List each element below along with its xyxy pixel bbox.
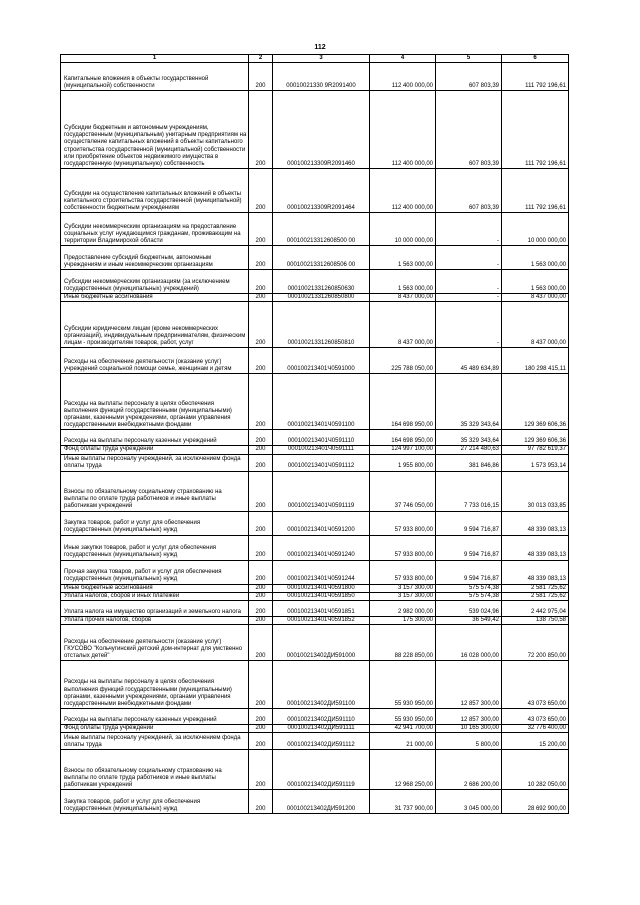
table-row [61, 725, 569, 733]
table-row [61, 213, 569, 246]
row-line-code: 200 [249, 91, 273, 169]
budget-table [60, 54, 569, 814]
row-executed-amount: 9 594 716,87 [436, 511, 502, 535]
row-unexecuted-amount: 48 339 083,13 [502, 511, 569, 535]
row-approved-amount: 164 698 950,00 [370, 430, 436, 446]
table-row [61, 709, 569, 725]
row-approved-amount: 1 563 000,00 [370, 270, 436, 294]
row-classification-code: 000100213312608506 00 [273, 246, 370, 270]
row-executed-amount: 12 857 300,00 [436, 709, 502, 725]
row-classification-code: 000100213402ДИ591110 [273, 709, 370, 725]
row-name: Закупка товаров, работ и услуг для обеспечения государственных (муниципальных) нужд [61, 790, 249, 814]
row-executed-amount: 607 803,39 [436, 169, 502, 213]
row-classification-code: 00010021331260850810 [273, 302, 370, 348]
table-row [61, 592, 569, 600]
row-approved-amount: 112 400 000,00 [370, 91, 436, 169]
row-unexecuted-amount: 15 200,00 [502, 733, 569, 750]
row-name: Субсидии юридическим лицам (кроме некоммерческих организаций), индивидуальным предпринимателям, физическим лицам - производителям товаров, работ, услуг [61, 302, 249, 348]
row-executed-amount: 9 594 716,87 [436, 535, 502, 560]
row-name: Иные выплаты персоналу учреждений, за исключением фонда оплаты труда [61, 733, 249, 750]
row-name: Уплата налогов, сборов и иных платежей [61, 592, 249, 600]
row-unexecuted-amount: 28 692 900,00 [502, 790, 569, 814]
row-name: Расходы на обеспечение деятельности (оказание услуг) ГКУСОВО "Кольчугинский детский дом-интернат для умственно отсталых детей" [61, 625, 249, 661]
row-approved-amount: 55 930 950,00 [370, 661, 436, 709]
row-executed-amount: 35 329 343,64 [436, 374, 502, 430]
row-name: Расходы на обеспечение деятельности (оказание услуг) учреждений социальной помощи семье, женщинам и детям [61, 348, 249, 374]
row-approved-amount: 57 933 800,00 [370, 560, 436, 584]
row-classification-code: 000100213309R2091460 [273, 91, 370, 169]
row-executed-amount: - [436, 294, 502, 302]
row-name: Иные бюджетные ассигнования [61, 294, 249, 302]
table-row [61, 446, 569, 454]
row-line-code: 200 [249, 790, 273, 814]
row-line-code: 200 [249, 511, 273, 535]
row-line-code: 200 [249, 709, 273, 725]
row-approved-amount: 8 437 000,00 [370, 302, 436, 348]
row-unexecuted-amount: 138 750,58 [502, 617, 569, 625]
row-executed-amount: 35 329 343,64 [436, 430, 502, 446]
row-unexecuted-amount: 30 013 033,85 [502, 471, 569, 511]
row-executed-amount: 27 214 480,63 [436, 446, 502, 454]
row-approved-amount: 2 982 000,00 [370, 601, 436, 617]
table-row [61, 560, 569, 584]
table-row [61, 601, 569, 617]
row-approved-amount: 21 000,00 [370, 733, 436, 750]
row-name: Фонд оплаты труда учреждений [61, 725, 249, 733]
row-unexecuted-amount: 72 200 850,00 [502, 625, 569, 661]
row-name: Расходы на выплаты персоналу казенных учреждений [61, 430, 249, 446]
row-line-code: 200 [249, 169, 273, 213]
column-header: 1 [61, 55, 249, 63]
row-classification-code: 00010021331260850630 [273, 270, 370, 294]
table-row [61, 790, 569, 814]
row-approved-amount: 88 228 850,00 [370, 625, 436, 661]
table-row [61, 733, 569, 750]
table-row [61, 625, 569, 661]
row-executed-amount: 607 803,39 [436, 63, 502, 91]
row-line-code: 200 [249, 471, 273, 511]
table-row [61, 750, 569, 790]
row-name: Иные закупки товаров, работ и услуг для обеспечения государственных (муниципальных) нужд [61, 535, 249, 560]
row-classification-code: 000100213401Ч0591100 [273, 374, 370, 430]
row-executed-amount: 3 045 000,00 [436, 790, 502, 814]
row-line-code: 200 [249, 592, 273, 600]
row-unexecuted-amount: 10 282 050,00 [502, 750, 569, 790]
row-executed-amount: 7 733 016,15 [436, 471, 502, 511]
row-unexecuted-amount: 43 073 650,00 [502, 709, 569, 725]
row-approved-amount: 112 400 000,00 [370, 63, 436, 91]
row-executed-amount: 539 024,96 [436, 601, 502, 617]
row-line-code: 200 [249, 625, 273, 661]
row-classification-code: 000100213312608500 00 [273, 213, 370, 246]
row-executed-amount: 16 028 000,00 [436, 625, 502, 661]
row-name: Субсидии бюджетным и автономным учреждениям, государственным (муниципальным) унитарным предприятиям на осуществление капитальных вложений в объекты капитального строительства государственной (муниципальной) собственности или приобретение объектов недвижимого имущества в государственную (муниципальную) собственность [61, 91, 249, 169]
page-number: 112 [314, 44, 326, 51]
column-header: 2 [249, 55, 273, 63]
row-name: Субсидии некоммерческим организациям на предоставление социальных услуг нуждающимся гражданам, проживающим на территории Владимирской области [61, 213, 249, 246]
row-line-code: 200 [249, 725, 273, 733]
table-row [61, 348, 569, 374]
row-classification-code: 000100213401Ч0591240 [273, 535, 370, 560]
row-name: Предоставление субсидий бюджетным, автономным учреждениям и иным некоммерческим организациям [61, 246, 249, 270]
row-executed-amount: 575 574,38 [436, 584, 502, 592]
row-name: Капитальные вложения в объекты государственной (муниципальной) собственности [61, 63, 249, 91]
row-unexecuted-amount: 1 573 953,14 [502, 454, 569, 471]
row-name: Иные бюджетные ассигнования [61, 584, 249, 592]
table-row [61, 91, 569, 169]
row-executed-amount: 575 574,38 [436, 592, 502, 600]
row-name: Иные выплаты персоналу учреждений, за исключением фонда оплаты труда [61, 454, 249, 471]
row-line-code: 200 [249, 661, 273, 709]
row-executed-amount: - [436, 270, 502, 294]
row-classification-code: 000100213402ДИ591119 [273, 750, 370, 790]
row-name: Закупка товаров, работ и услуг для обеспечения государственных (муниципальных) нужд [61, 511, 249, 535]
column-number-row [61, 55, 569, 63]
table-row [61, 246, 569, 270]
column-header: 5 [436, 55, 502, 63]
row-executed-amount: 36 549,42 [436, 617, 502, 625]
row-classification-code: 000100213401Ч0591119 [273, 471, 370, 511]
table-row [61, 270, 569, 294]
row-unexecuted-amount: 43 073 650,00 [502, 661, 569, 709]
row-approved-amount: 1 955 800,00 [370, 454, 436, 471]
table-row [61, 374, 569, 430]
row-unexecuted-amount: 97 782 619,37 [502, 446, 569, 454]
row-classification-code: 000100213401Ч0591110 [273, 430, 370, 446]
row-unexecuted-amount: 129 369 606,36 [502, 430, 569, 446]
row-approved-amount: 164 698 950,00 [370, 374, 436, 430]
row-line-code: 200 [249, 535, 273, 560]
row-approved-amount: 8 437 000,00 [370, 294, 436, 302]
row-classification-code: 00010021330 9R2091400 [273, 63, 370, 91]
column-header: 4 [370, 55, 436, 63]
row-line-code: 200 [249, 617, 273, 625]
row-line-code: 200 [249, 733, 273, 750]
row-unexecuted-amount: 32 776 400,00 [502, 725, 569, 733]
table-row [61, 302, 569, 348]
row-executed-amount: - [436, 246, 502, 270]
row-line-code: 200 [249, 63, 273, 91]
row-executed-amount: - [436, 302, 502, 348]
row-classification-code: 000100213401Ч0591851 [273, 601, 370, 617]
row-unexecuted-amount: 129 369 606,36 [502, 374, 569, 430]
row-classification-code: 000100213402ДИ591111 [273, 725, 370, 733]
row-name: Субсидии на осуществление капитальных вложений в объекты капитального строительства государственной (муниципальной) собственности бюджетным учреждениям [61, 169, 249, 213]
table-row [61, 169, 569, 213]
row-approved-amount: 42 941 700,00 [370, 725, 436, 733]
row-approved-amount: 57 933 800,00 [370, 535, 436, 560]
row-line-code: 200 [249, 446, 273, 454]
row-classification-code: 000100213401Ч0591800 [273, 584, 370, 592]
row-approved-amount: 3 157 300,00 [370, 592, 436, 600]
table-row [61, 511, 569, 535]
row-executed-amount: 5 800,00 [436, 733, 502, 750]
row-line-code: 200 [249, 750, 273, 790]
row-approved-amount: 124 997 100,00 [370, 446, 436, 454]
row-approved-amount: 37 746 050,00 [370, 471, 436, 511]
row-line-code: 200 [249, 601, 273, 617]
table-row [61, 471, 569, 511]
row-executed-amount: 607 803,39 [436, 91, 502, 169]
row-line-code: 200 [249, 454, 273, 471]
row-classification-code: 00010021331260850800 [273, 294, 370, 302]
row-name: Расходы на выплаты персоналу в целях обеспечения выполнения функций государственными (муниципальными) органами, казенными учреждениями, органами управления государственными внебюджетными фондами [61, 661, 249, 709]
row-line-code: 200 [249, 584, 273, 592]
row-approved-amount: 1 563 000,00 [370, 246, 436, 270]
row-classification-code: 000100213309R2091464 [273, 169, 370, 213]
table-row [61, 535, 569, 560]
row-line-code: 200 [249, 246, 273, 270]
row-name: Уплата налога на имущество организаций и земельного налога [61, 601, 249, 617]
row-line-code: 200 [249, 374, 273, 430]
row-approved-amount: 225 788 050,00 [370, 348, 436, 374]
row-classification-code: 000100213401Ч0591000 [273, 348, 370, 374]
table-row [61, 63, 569, 91]
row-unexecuted-amount: 2 581 725,62 [502, 584, 569, 592]
table-row [61, 617, 569, 625]
row-unexecuted-amount: 48 339 083,13 [502, 560, 569, 584]
row-classification-code: 000100213402ДИ591112 [273, 733, 370, 750]
row-approved-amount: 112 400 000,00 [370, 169, 436, 213]
row-name: Прочая закупка товаров, работ и услуг для обеспечения государственных (муниципальных) нужд [61, 560, 249, 584]
row-name: Субсидии некоммерческим организациям (за исключением государственных (муниципальных) учреждений) [61, 270, 249, 294]
row-executed-amount: 10 165 300,00 [436, 725, 502, 733]
row-line-code: 200 [249, 294, 273, 302]
row-line-code: 200 [249, 560, 273, 584]
row-classification-code: 000100213402ДИ591000 [273, 625, 370, 661]
row-classification-code: 000100213402ДИ591200 [273, 790, 370, 814]
row-line-code: 200 [249, 302, 273, 348]
table-row [61, 661, 569, 709]
row-unexecuted-amount: 111 792 196,61 [502, 169, 569, 213]
table-row [61, 294, 569, 302]
column-header: 6 [502, 55, 569, 63]
row-classification-code: 000100213401Ч0591244 [273, 560, 370, 584]
row-classification-code: 000100213401Ч0591850 [273, 592, 370, 600]
row-unexecuted-amount: 1 563 000,00 [502, 246, 569, 270]
row-unexecuted-amount: 8 437 000,00 [502, 302, 569, 348]
row-unexecuted-amount: 1 563 000,00 [502, 270, 569, 294]
row-unexecuted-amount: 111 792 196,61 [502, 63, 569, 91]
row-executed-amount: 2 686 200,00 [436, 750, 502, 790]
row-approved-amount: 55 930 950,00 [370, 709, 436, 725]
row-name: Расходы на выплаты персоналу в целях обеспечения выполнения функций государственными (муниципальными) органами, казенными учреждениями, органами управления государственными внебюджетными фондами [61, 374, 249, 430]
row-name: Уплата прочих налогов, сборов [61, 617, 249, 625]
row-approved-amount: 12 968 250,00 [370, 750, 436, 790]
row-approved-amount: 175 300,00 [370, 617, 436, 625]
row-executed-amount: 381 846,86 [436, 454, 502, 471]
table-row [61, 430, 569, 446]
row-unexecuted-amount: 48 339 083,13 [502, 535, 569, 560]
row-line-code: 200 [249, 213, 273, 246]
row-classification-code: 000100213401Ч0591112 [273, 454, 370, 471]
row-classification-code: 000100213401Ч0591852 [273, 617, 370, 625]
row-approved-amount: 10 000 000,00 [370, 213, 436, 246]
row-line-code: 200 [249, 270, 273, 294]
column-header: 3 [273, 55, 370, 63]
row-unexecuted-amount: 111 792 196,61 [502, 91, 569, 169]
row-approved-amount: 3 157 300,00 [370, 584, 436, 592]
row-executed-amount: 9 594 716,87 [436, 560, 502, 584]
table-row [61, 584, 569, 592]
row-line-code: 200 [249, 348, 273, 374]
row-executed-amount: 45 489 634,89 [436, 348, 502, 374]
row-classification-code: 000100213401Ч0591111 [273, 446, 370, 454]
row-approved-amount: 57 933 800,00 [370, 511, 436, 535]
row-classification-code: 000100213402ДИ591100 [273, 661, 370, 709]
row-name: Взносы по обязательному социальному страхованию на выплаты по оплате труда работников и иные выплаты работникам учреждений [61, 750, 249, 790]
row-executed-amount: - [436, 213, 502, 246]
row-classification-code: 000100213401Ч0591200 [273, 511, 370, 535]
row-name: Фонд оплаты труда учреждений [61, 446, 249, 454]
row-line-code: 200 [249, 430, 273, 446]
row-unexecuted-amount: 8 437 000,00 [502, 294, 569, 302]
row-executed-amount: 12 857 300,00 [436, 661, 502, 709]
row-unexecuted-amount: 2 442 975,04 [502, 601, 569, 617]
row-unexecuted-amount: 10 000 000,00 [502, 213, 569, 246]
row-unexecuted-amount: 2 581 725,62 [502, 592, 569, 600]
table-row [61, 454, 569, 471]
row-name: Взносы по обязательному социальному страхованию на выплаты по оплате труда работников и иные выплаты работникам учреждений [61, 471, 249, 511]
row-approved-amount: 31 737 900,00 [370, 790, 436, 814]
row-name: Расходы на выплаты персоналу казенных учреждений [61, 709, 249, 725]
row-unexecuted-amount: 180 298 415,11 [502, 348, 569, 374]
